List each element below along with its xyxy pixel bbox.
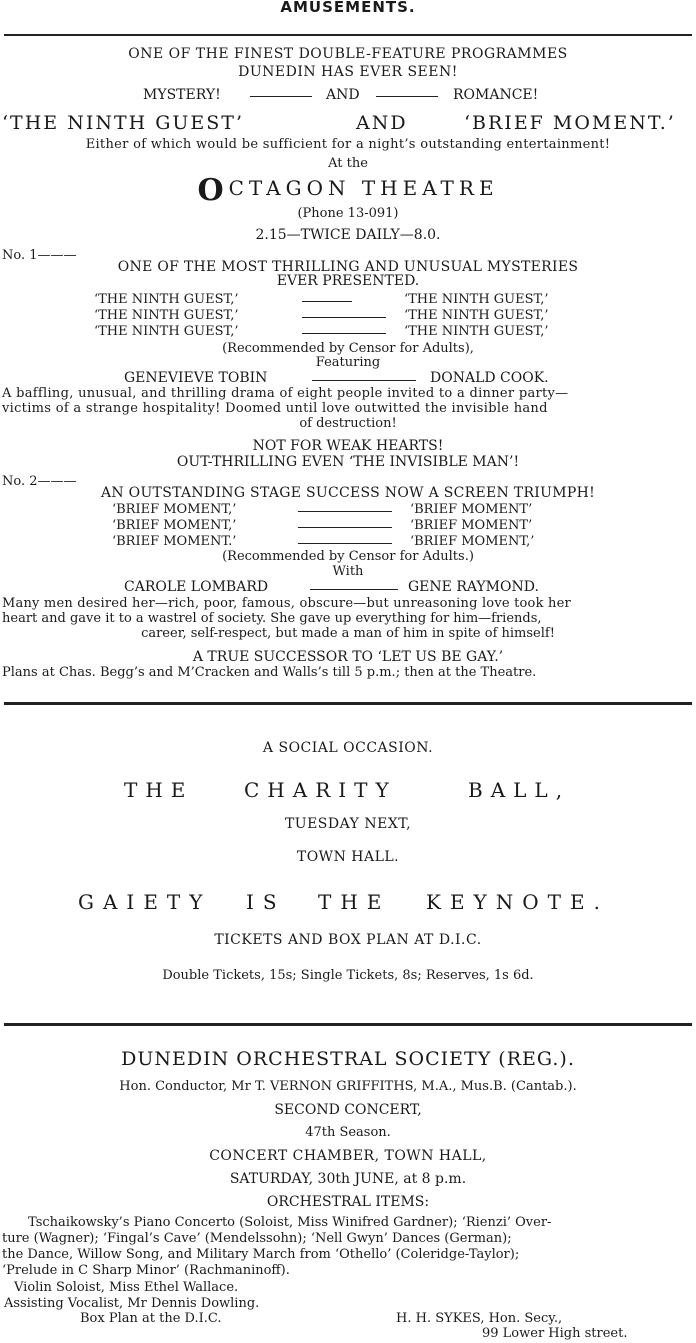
ninth-guest-right: ‘THE NINTH GUEST,’ xyxy=(404,292,549,307)
featuring: Featuring xyxy=(315,355,381,370)
with: With xyxy=(332,564,364,579)
social-occasion: A SOCIAL OCCASION. xyxy=(262,740,434,756)
dash xyxy=(302,301,352,302)
dash xyxy=(302,333,386,334)
ball-title-the: THE xyxy=(124,778,194,802)
is-word: IS xyxy=(246,890,286,914)
tickets-line: TICKETS AND BOX PLAN AT D.I.C. xyxy=(214,932,482,948)
intro-line-1: ONE OF THE FINEST DOUBLE-FEATURE PROGRAMMES xyxy=(128,46,568,62)
out-thrilling: OUT-THRILLING EVEN ‘THE INVISIBLE MAN’! xyxy=(176,454,520,470)
gaiety-word: GAIETY xyxy=(78,890,212,914)
either-line: Either of which would be sufficient for a night’s outstanding entertainment! xyxy=(85,137,611,152)
blurb-1-line-1: A baffling, unusual, and thrilling drama of eight people invited to a dinner party— xyxy=(2,386,569,401)
box-plan: Box Plan at the D.I.C. xyxy=(80,1311,222,1326)
dash xyxy=(298,527,392,528)
brief-moment-right: ‘BRIEF MOMENT’ xyxy=(410,518,533,533)
blurb-1-line-2: victims of a strange hospitality! Doomed until love outwitted the invisible hand xyxy=(2,401,548,416)
header-rule xyxy=(4,34,692,36)
romance-label: ROMANCE! xyxy=(453,87,539,103)
successor-line: A TRUE SUCCESSOR TO ‘LET US BE GAY.’ xyxy=(192,649,504,665)
plans-line: Plans at Chas. Begg’s and M’Cracken and Walls’s till 5 p.m.; then at the Theatre. xyxy=(2,665,537,680)
blurb-2-line-3: career, self-respect, but made a man of him in spite of himself! xyxy=(141,626,555,641)
tuesday-next: TUESDAY NEXT, xyxy=(284,816,412,832)
brief-moment-left: ‘BRIEF MOMENT,’ xyxy=(112,502,237,517)
censor-note-2: (Recommended by Censor for Adults.) xyxy=(222,549,474,564)
dash xyxy=(312,380,416,381)
town-hall: TOWN HALL. xyxy=(296,849,400,865)
no2-line-1: AN OUTSTANDING STAGE SUCCESS NOW A SCREEN TRIUMPH! xyxy=(100,485,596,501)
blurb-2-line-2: heart and gave it to a wastrel of society. She gave up everything for him—friends, xyxy=(2,611,542,626)
intro-line-2: DUNEDIN HAS EVER SEEN! xyxy=(238,64,458,80)
theatre-name xyxy=(0,173,696,208)
concert-date: SATURDAY, 30th JUNE, at 8 p.m. xyxy=(229,1171,467,1187)
no1-label: No. 1——— xyxy=(2,248,77,263)
venue: CONCERT CHAMBER, TOWN HALL, xyxy=(209,1148,487,1164)
ninth-guest-left: ‘THE NINTH GUEST,’ xyxy=(94,308,239,323)
brief-moment-right: ‘BRIEF MOMENT,’ xyxy=(410,534,535,549)
blurb-2-line-1: Many men desired her—rich, poor, famous, obscure—but unreasoning love took her xyxy=(2,596,571,611)
season: 47th Season. xyxy=(305,1125,391,1140)
brief-moment-left: ‘BRIEF MOMENT.’ xyxy=(112,534,237,549)
secretary-address: 99 Lower High street. xyxy=(482,1326,628,1341)
dash xyxy=(298,543,392,544)
dash xyxy=(376,96,438,97)
conductor-line: Hon. Conductor, Mr T. VERNON GRIFFITHS, M.A., Mus.B. (Cantab.). xyxy=(119,1079,577,1094)
blurb-1-line-3: of destruction! xyxy=(299,416,397,431)
section-rule xyxy=(4,1023,692,1026)
dash xyxy=(310,589,398,590)
ninth-guest-left: ‘THE NINTH GUEST,’ xyxy=(94,292,239,307)
star-right-2: GENE RAYMOND. xyxy=(408,579,539,595)
session-times: 2.15—TWICE DAILY—8.0. xyxy=(255,227,441,243)
star-left-2: CAROLE LOMBARD xyxy=(124,579,269,595)
items-line-1: Tschaikowsky’s Piano Concerto (Soloist, Miss Winifred Gardner); ‘Rienzi’ Over- xyxy=(28,1215,552,1230)
ninth-guest-right: ‘THE NINTH GUEST,’ xyxy=(404,324,549,339)
items-line-2: ture (Wagner); ‘Fingal’s Cave’ (Mendelssohn); ‘Nell Gwyn’ Dances (German); xyxy=(2,1231,512,1246)
society-title: DUNEDIN ORCHESTRAL SOCIETY (REG.). xyxy=(121,1048,575,1070)
no1-line-2: EVER PRESENTED. xyxy=(276,273,420,289)
at-the: At the xyxy=(328,156,368,171)
items-heading: ORCHESTRAL ITEMS: xyxy=(266,1194,430,1210)
the-word: THE xyxy=(318,890,391,914)
brief-moment-right: ‘BRIEF MOMENT’ xyxy=(410,502,533,517)
ball-title-ball: BALL, xyxy=(468,778,571,802)
theatre-rest: CTAGON THEATRE xyxy=(228,176,499,200)
censor-note-1: (Recommended by Censor for Adults), xyxy=(222,341,474,356)
dash xyxy=(302,317,386,318)
ninth-guest-right: ‘THE NINTH GUEST,’ xyxy=(404,308,549,323)
feature-title-and: AND xyxy=(356,112,408,134)
phone: (Phone 13-091) xyxy=(297,206,399,221)
theatre-initial: O xyxy=(197,173,229,208)
no1-line-1: ONE OF THE MOST THRILLING AND UNUSUAL MYSTERIES xyxy=(117,259,579,275)
dash xyxy=(298,511,392,512)
feature-title-right: ‘BRIEF MOMENT.’ xyxy=(464,112,676,134)
second-concert: SECOND CONCERT, xyxy=(274,1102,422,1118)
ball-title-charity: CHARITY xyxy=(244,778,397,802)
section-rule xyxy=(4,702,692,705)
dash xyxy=(250,96,312,97)
items-line-4: ‘Prelude in C Sharp Minor’ (Rachmaninoff). xyxy=(2,1263,290,1278)
star-left-1: GENEVIEVE TOBIN xyxy=(124,370,268,386)
section-title: AMUSEMENTS. xyxy=(280,0,416,16)
star-right-1: DONALD COOK. xyxy=(430,370,549,386)
items-line-3: the Dance, Willow Song, and Military March from ‘Othello’ (Coleridge-Taylor); xyxy=(2,1247,520,1262)
violin-soloist: Violin Soloist, Miss Ethel Wallace. xyxy=(14,1280,239,1295)
prices-line: Double Tickets, 15s; Single Tickets, 8s; Reserves, 1s 6d. xyxy=(162,968,534,983)
brief-moment-left: ‘BRIEF MOMENT,’ xyxy=(112,518,237,533)
no2-label: No. 2——— xyxy=(2,474,77,489)
feature-title-left: ‘THE NINTH GUEST’ xyxy=(2,112,245,134)
and-small: AND xyxy=(326,87,360,103)
secretary: H. H. SYKES, Hon. Secy., xyxy=(396,1311,563,1326)
assisting-vocalist: Assisting Vocalist, Mr Dennis Dowling. xyxy=(4,1296,260,1311)
ninth-guest-left: ‘THE NINTH GUEST,’ xyxy=(94,324,239,339)
weak-hearts: NOT FOR WEAK HEARTS! xyxy=(252,438,444,454)
mystery-label: MYSTERY! xyxy=(143,87,221,103)
keynote-word: KEYNOTE. xyxy=(426,890,609,914)
